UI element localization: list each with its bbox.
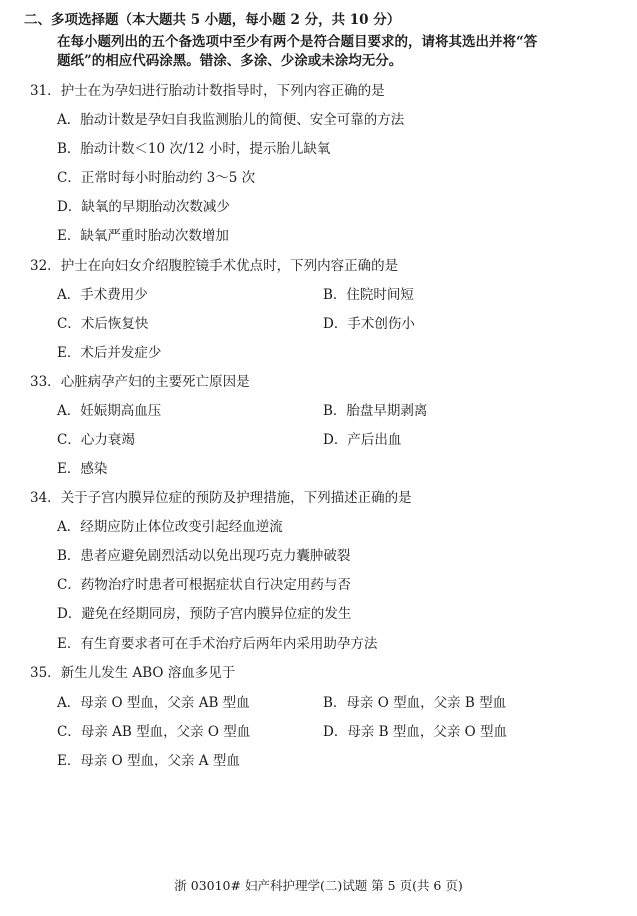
option-letter: B． xyxy=(323,287,347,303)
option-text: 经期应防止体位改变引起经血逆流 xyxy=(80,519,283,535)
q34-option-c xyxy=(57,576,351,594)
q33-option-c xyxy=(57,431,135,449)
option-letter: B． xyxy=(57,548,81,564)
q32-option-b xyxy=(323,286,414,304)
section-instruction-line-1: 在每小题列出的五个备选项中至少有两个是符合题目要求的，请将其选出并将“答 xyxy=(57,34,538,50)
option-text: 手术创伤小 xyxy=(347,316,415,332)
option-letter: E． xyxy=(57,345,81,361)
q34-option-a xyxy=(57,518,283,536)
q32-option-e xyxy=(57,344,161,362)
q31-option-d xyxy=(57,198,230,216)
option-text: 缺氧的早期胎动次数减少 xyxy=(81,199,230,215)
option-text: 缺氧严重时胎动次数增加 xyxy=(80,228,229,244)
question-32-stem xyxy=(30,257,398,275)
option-letter: D． xyxy=(57,199,82,215)
option-letter: E． xyxy=(57,636,81,652)
q35-option-c xyxy=(57,723,250,741)
option-text: 住院时间短 xyxy=(346,287,414,303)
option-text: 胎动计数是孕妇自我监测胎儿的简便、安全可靠的方法 xyxy=(80,112,405,128)
option-letter: E． xyxy=(57,461,81,477)
option-text: 患者应避免剧烈活动以免出现巧克力囊肿破裂 xyxy=(80,548,351,564)
option-letter: B． xyxy=(323,695,347,711)
section-instruction-line-2: 题纸”的相应代码涂黑。错涂、多涂、少涂或未涂均无分。 xyxy=(57,53,403,69)
option-letter: C． xyxy=(57,170,81,186)
option-text: 术后恢复快 xyxy=(80,316,149,332)
page-footer: 浙 03010# 妇产科护理学(二)试题 第 5 页(共 6 页) xyxy=(174,878,463,893)
q35-option-b xyxy=(323,694,506,712)
option-letter: A． xyxy=(57,287,81,303)
question-number: 32． xyxy=(30,258,61,274)
option-text: 手术费用少 xyxy=(80,287,148,303)
question-text: 心脏病孕产妇的主要死亡原因是 xyxy=(60,374,250,390)
option-text: 避免在经期同房，预防子宫内膜异位症的发生 xyxy=(81,606,352,622)
q31-option-a xyxy=(57,111,404,129)
option-letter: B． xyxy=(57,141,81,157)
q31-option-e xyxy=(57,227,229,245)
option-text: 心力衰竭 xyxy=(80,432,135,448)
option-letter: D． xyxy=(57,606,82,622)
option-letter: A． xyxy=(57,695,81,711)
question-34-stem xyxy=(30,489,412,507)
q32-option-a xyxy=(57,286,148,304)
option-text: 母亲 O 型血，父亲 AB 型血 xyxy=(80,695,250,711)
q34-option-d xyxy=(57,605,351,623)
question-number: 31． xyxy=(30,83,61,99)
question-text: 关于子宫内膜异位症的预防及护理措施，下列描述正确的是 xyxy=(60,490,412,506)
option-letter: A． xyxy=(57,519,81,535)
question-text: 护士在向妇女介绍腹腔镜手术优点时，下列内容正确的是 xyxy=(60,258,399,274)
option-letter: C． xyxy=(57,577,81,593)
q33-option-d xyxy=(323,431,401,449)
option-letter: E． xyxy=(57,228,81,244)
question-number: 33． xyxy=(30,374,61,390)
q35-option-d xyxy=(323,723,507,741)
q31-option-b xyxy=(57,140,330,158)
option-text: 感染 xyxy=(80,461,108,477)
option-letter: D． xyxy=(323,316,348,332)
q31-option-c xyxy=(57,169,255,187)
option-letter: C． xyxy=(57,432,81,448)
q34-option-e xyxy=(57,635,377,653)
option-letter: D． xyxy=(323,432,348,448)
option-text: 胎盘早期剥离 xyxy=(346,403,428,419)
q32-option-c xyxy=(57,315,148,333)
option-letter: A． xyxy=(57,403,81,419)
option-text: 药物治疗时患者可根据症状自行决定用药与否 xyxy=(80,577,351,593)
q35-option-a xyxy=(57,694,250,712)
q32-option-d xyxy=(323,315,415,333)
option-letter: B． xyxy=(323,403,347,419)
option-text: 母亲 O 型血，父亲 B 型血 xyxy=(346,695,507,711)
q33-option-e xyxy=(57,460,107,478)
option-letter: A． xyxy=(57,112,81,128)
option-letter: D． xyxy=(323,724,348,740)
question-31-stem xyxy=(30,82,385,100)
option-letter: E． xyxy=(57,753,81,769)
option-text: 母亲 O 型血，父亲 A 型血 xyxy=(80,753,240,769)
question-text: 新生儿发生 ABO 溶血多见于 xyxy=(60,665,236,681)
option-text: 有生育要求者可在手术治疗后两年内采用助孕方法 xyxy=(80,636,378,652)
option-text: 胎动计数＜10 次/12 小时，提示胎儿缺氧 xyxy=(80,141,331,157)
question-33-stem xyxy=(30,373,250,391)
option-text: 产后出血 xyxy=(347,432,402,448)
question-number: 34． xyxy=(30,490,61,506)
section-title: 二、多项选择题（本大题共 5 小题，每小题 2 分，共 10 分） xyxy=(24,12,401,28)
option-letter: C． xyxy=(57,316,81,332)
option-text: 妊娠期高血压 xyxy=(80,403,162,419)
option-text: 术后并发症少 xyxy=(80,345,162,361)
q33-option-b xyxy=(323,402,427,420)
q33-option-a xyxy=(57,402,161,420)
option-text: 母亲 AB 型血，父亲 O 型血 xyxy=(80,724,251,740)
option-letter: C． xyxy=(57,724,81,740)
option-text: 正常时每小时胎动约 3～5 次 xyxy=(80,170,256,186)
q35-option-e xyxy=(57,752,240,770)
question-number: 35． xyxy=(30,665,61,681)
option-text: 母亲 B 型血，父亲 O 型血 xyxy=(347,724,507,740)
q34-option-b xyxy=(57,547,350,565)
question-35-stem xyxy=(30,664,235,682)
question-text: 护士在为孕妇进行胎动计数指导时，下列内容正确的是 xyxy=(60,83,385,99)
